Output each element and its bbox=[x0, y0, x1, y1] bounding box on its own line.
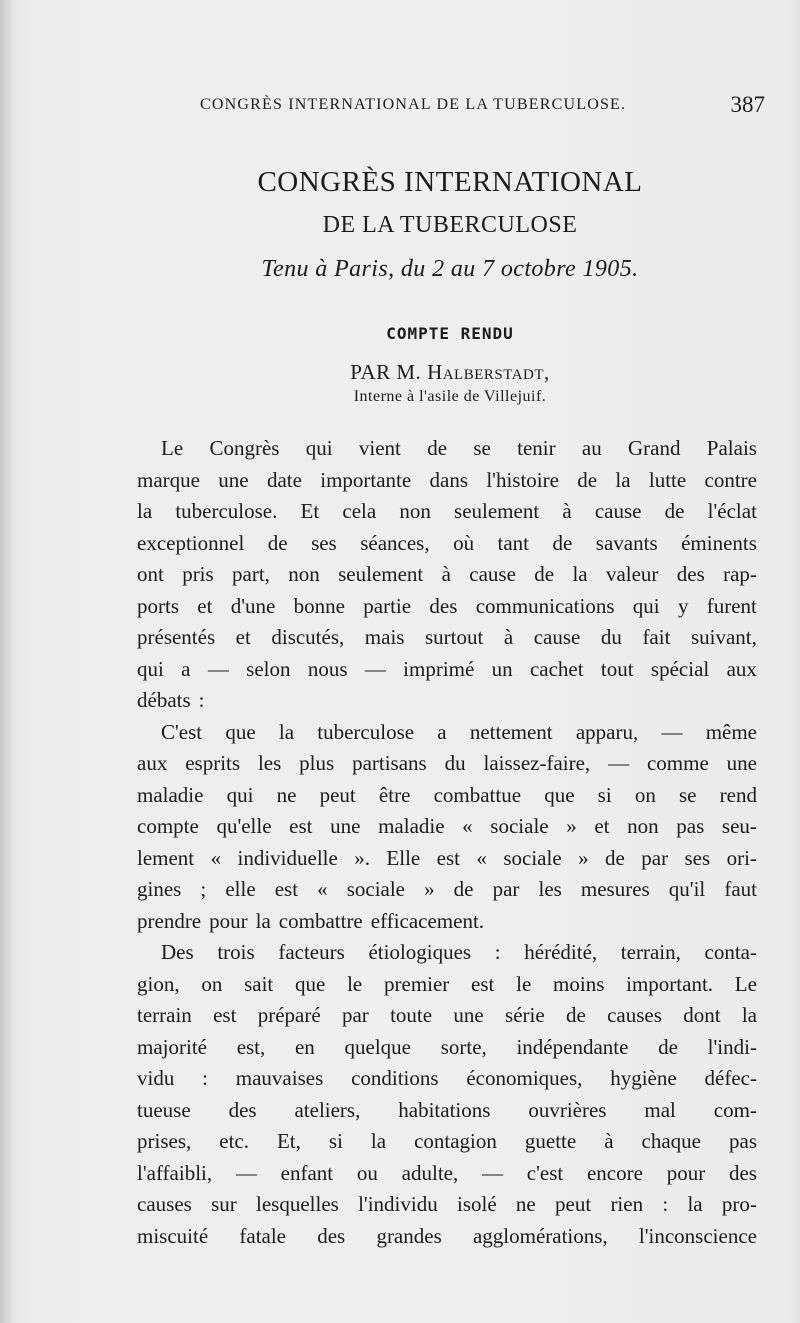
body-text-line: causes sur lesquelles l'individu isolé ne peut rien : la pro- bbox=[137, 1192, 757, 1216]
body-text-line: ont pris part, non seulement à cause de la valeur des rap- bbox=[137, 562, 757, 586]
page-gutter-shadow bbox=[0, 0, 14, 1323]
body-text-line: prendre pour la combattre efficacement. bbox=[137, 908, 485, 933]
body-text-line: marque une date importante dans l'histoire de la lutte contre bbox=[137, 467, 757, 492]
page-number: 387 bbox=[730, 92, 765, 117]
body-text-line: C'est que la tuberculose a nettement apparu, — même bbox=[161, 719, 757, 744]
author-name: Halberstadt, bbox=[427, 360, 550, 384]
body-text-line: miscuité fatale des grandes agglomérations, l'inconscience bbox=[137, 1223, 757, 1248]
body-text-line: gion, on sait que le premier est le moins important. Le bbox=[137, 971, 757, 996]
body-text-line: l'affaibli, — enfant ou adulte, — c'est encore pour des bbox=[137, 1160, 757, 1185]
body-text-line: maladie qui ne peut être combattue que si on se rend bbox=[137, 782, 757, 807]
body-text-line: débats : bbox=[137, 688, 205, 712]
author-affiliation: Interne à l'asile de Villejuif. bbox=[353, 388, 547, 405]
body-text-line: Le Congrès qui vient de se tenir au Grand Palais bbox=[161, 436, 757, 460]
body-text-line: Des trois facteurs étiologiques : hérédité, terrain, conta- bbox=[161, 940, 757, 964]
running-title: CONGRÈS INTERNATIONAL DE LA TUBERCULOSE. bbox=[200, 96, 627, 113]
article-title-line-1: CONGRÈS INTERNATIONAL bbox=[257, 166, 643, 198]
article-title-line-2: DE LA TUBERCULOSE bbox=[322, 212, 578, 238]
body-text-line: ports et d'une bonne partie des communications qui y furent bbox=[137, 593, 757, 618]
body-text-line: compte qu'elle est une maladie « sociale » et non pas seu- bbox=[137, 814, 757, 838]
report-label: COMPTE RENDU bbox=[386, 324, 514, 343]
body-text-line: prises, etc. Et, si la contagion guette à chaque pas bbox=[137, 1129, 757, 1153]
body-text-line: terrain est préparé par toute une série de causes dont la bbox=[137, 1003, 757, 1027]
body-text-line: gines ; elle est « sociale » de par les mesures qu'il faut bbox=[137, 877, 757, 901]
body-text-line: lement « individuelle ». Elle est « sociale » de par ses ori- bbox=[137, 845, 757, 870]
running-header bbox=[200, 92, 765, 122]
body-text-line: vidu : mauvaises conditions économiques, hygiène défec- bbox=[137, 1066, 757, 1090]
body-text-line: présentés et discutés, mais surtout à cause du fait suivant, bbox=[137, 625, 757, 649]
body-text-line: qui a — selon nous — imprimé un cachet tout spécial aux bbox=[137, 656, 757, 681]
body-text-line: la tuberculose. Et cela non seulement à cause de l'éclat bbox=[137, 499, 757, 523]
article-body bbox=[137, 433, 757, 1252]
congress-dates: Tenu à Paris, du 2 au 7 octobre 1905. bbox=[261, 256, 639, 282]
body-text-line: majorité est, en quelque sorte, indépendante de l'indi- bbox=[137, 1034, 757, 1059]
body-text-line: exceptionnel de ses séances, où tant de savants éminents bbox=[137, 530, 757, 555]
body-text-line: aux esprits les plus partisans du laissez-faire, — comme une bbox=[137, 751, 757, 775]
author-line bbox=[140, 360, 760, 385]
author-prefix: PAR M. bbox=[350, 360, 422, 384]
body-text-line: tueuse des ateliers, habitations ouvrières mal com- bbox=[137, 1097, 757, 1122]
